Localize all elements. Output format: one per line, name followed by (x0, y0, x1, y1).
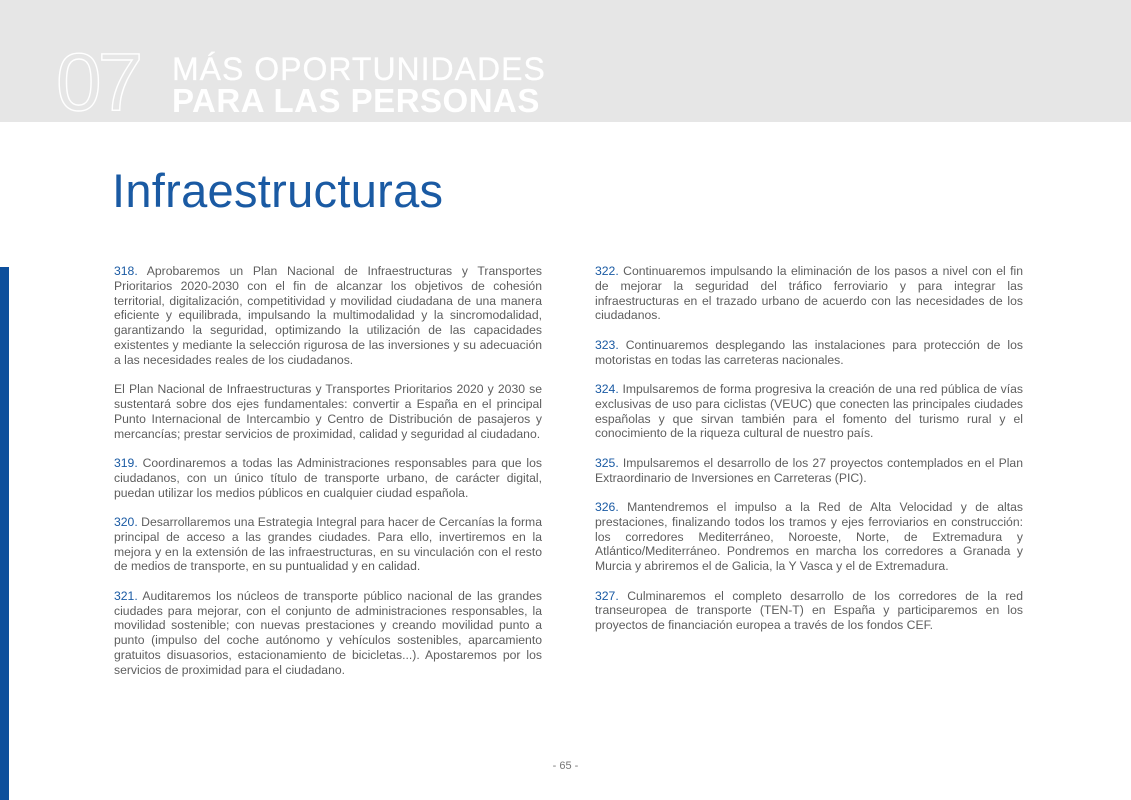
paragraph-text: Aprobaremos un Plan Nacional de Infraestructuras y Transportes Prioritarios 2020-2030 con el fin de alcanzar los objetivos de cohesión territorial, digitalización, competitividad y movilidad ciudadana de una manera eficiente y equilibrada, impulsando la multimodalidad y la sincromodalidad, garantizando la seguridad, optimizando la utilización de las capacidades existentes y mediante la selección rigurosa de las inversiones y su adecuación a las necesidades reales de los ciudadanos. (114, 264, 542, 367)
paragraph-text: El Plan Nacional de Infraestructuras y Transportes Prioritarios 2020 y 2030 se sustentará sobre dos ejes fundamentales: convertir a España en el principal Punto Internacional de Intercambio y Centro de Distribución de pasajeros y mercancías; prestar servicios de proximidad, calidad y seguridad al ciudadano. (114, 382, 542, 441)
paragraph-number: 320. (114, 514, 138, 529)
chapter-title-line1: MÁS OPORTUNIDADES (172, 51, 546, 87)
chapter-header (0, 0, 1131, 128)
right-column (595, 264, 1023, 648)
paragraph-text: Auditaremos los núcleos de transporte público nacional de las grandes ciudades para mejorar, con el conjunto de administraciones responsables, la movilidad sostenible; con nuevas prestaciones y creando movilidad punto a punto (impulso del coche autónomo y vehículos sostenibles, aparcamiento gratuitos disuasorios, estacionamiento de bicicletas...). Apostaremos por los servicios de proximidad para el ciudadano. (114, 588, 542, 677)
paragraph-number: 323. (595, 337, 619, 352)
paragraph-325 (595, 456, 1023, 486)
paragraph-text: Desarrollaremos una Estrategia Integral para hacer de Cercanías la forma principal de acceso a las grandes ciudades. Para ello, invertiremos en la mejora y en la extensión de las infraestructuras, en su vinculación con el resto de medios de transporte, en su puntualidad y en calidad. (114, 514, 542, 574)
paragraph-number: 319. (114, 455, 138, 470)
paragraph-319 (114, 456, 542, 500)
paragraph-text: Impulsaremos de forma progresiva la creación de una red pública de vías exclusivas de uso para ciclistas (VEUC) que conecten las principales ciudades españolas y que sirvan también para el fomento del turismo rural y el conocimiento de la riqueza cultural de nuestro país. (595, 381, 1023, 441)
paragraph-text: Impulsaremos el desarrollo de los 27 proyectos contemplados en el Plan Extraordinario de Inversiones en Carreteras (PIC). (595, 455, 1023, 485)
left-column (114, 264, 542, 692)
paragraph-322 (595, 264, 1023, 323)
paragraph-321 (114, 589, 542, 678)
page-number: - 65 - (552, 760, 579, 772)
paragraph-326 (595, 500, 1023, 574)
section-title: Infraestructuras (112, 164, 444, 217)
paragraph-text: Continuaremos desplegando las instalaciones para protección de los motoristas en todas las carreteras nacionales. (595, 337, 1023, 367)
paragraph-number: 327. (595, 588, 619, 603)
side-accent-bar (0, 267, 9, 800)
paragraph-number: 324. (595, 381, 619, 396)
paragraph-text: Continuaremos impulsando la eliminación de los pasos a nivel con el fin de mejorar la seguridad del tráfico ferroviario y para integrar las infraestructuras en el trazado urbano de acuerdo con las necesidades de los ciudadanos. (595, 264, 1023, 323)
paragraph-number: 326. (595, 499, 619, 514)
paragraph-text: Mantendremos el impulso a la Red de Alta Velocidad y de altas prestaciones, finalizando todos los tramos y ejes ferroviarios en construcción: los corredores Mediterráneo, Noroeste, Norte, de Extremadura y Atlántico/Mediterráneo. Pondremos en marcha los corredores a Granada y Murcia y abriremos el de Galicia, la Y Vasca y el de Extremadura. (595, 499, 1023, 574)
paragraph-320 (114, 515, 542, 574)
paragraph-323 (595, 338, 1023, 368)
paragraph-318 (114, 264, 542, 368)
paragraph-number: 321. (114, 588, 138, 603)
paragraph-number: 322. (595, 264, 619, 278)
paragraph-text: Coordinaremos a todas las Administraciones responsables para que los ciudadanos, con un único título de transporte urbano, de carácter digital, puedan utilizar los medios públicos en cualquier ciudad española. (114, 455, 542, 500)
paragraph-327 (595, 589, 1023, 633)
paragraph-324 (595, 382, 1023, 441)
paragraph-text: Culminaremos el completo desarrollo de los corredores de la red transeuropea de transporte (TEN-T) en España y participaremos en los proyectos de financiación europea a través de los fondos CEF. (595, 588, 1023, 633)
paragraph-number: 325. (595, 455, 619, 470)
chapter-number: 07 (56, 37, 140, 128)
paragraph-318-continued (114, 382, 542, 441)
chapter-title-line2: PARA LAS PERSONAS (172, 82, 540, 119)
paragraph-number: 318. (114, 264, 138, 278)
